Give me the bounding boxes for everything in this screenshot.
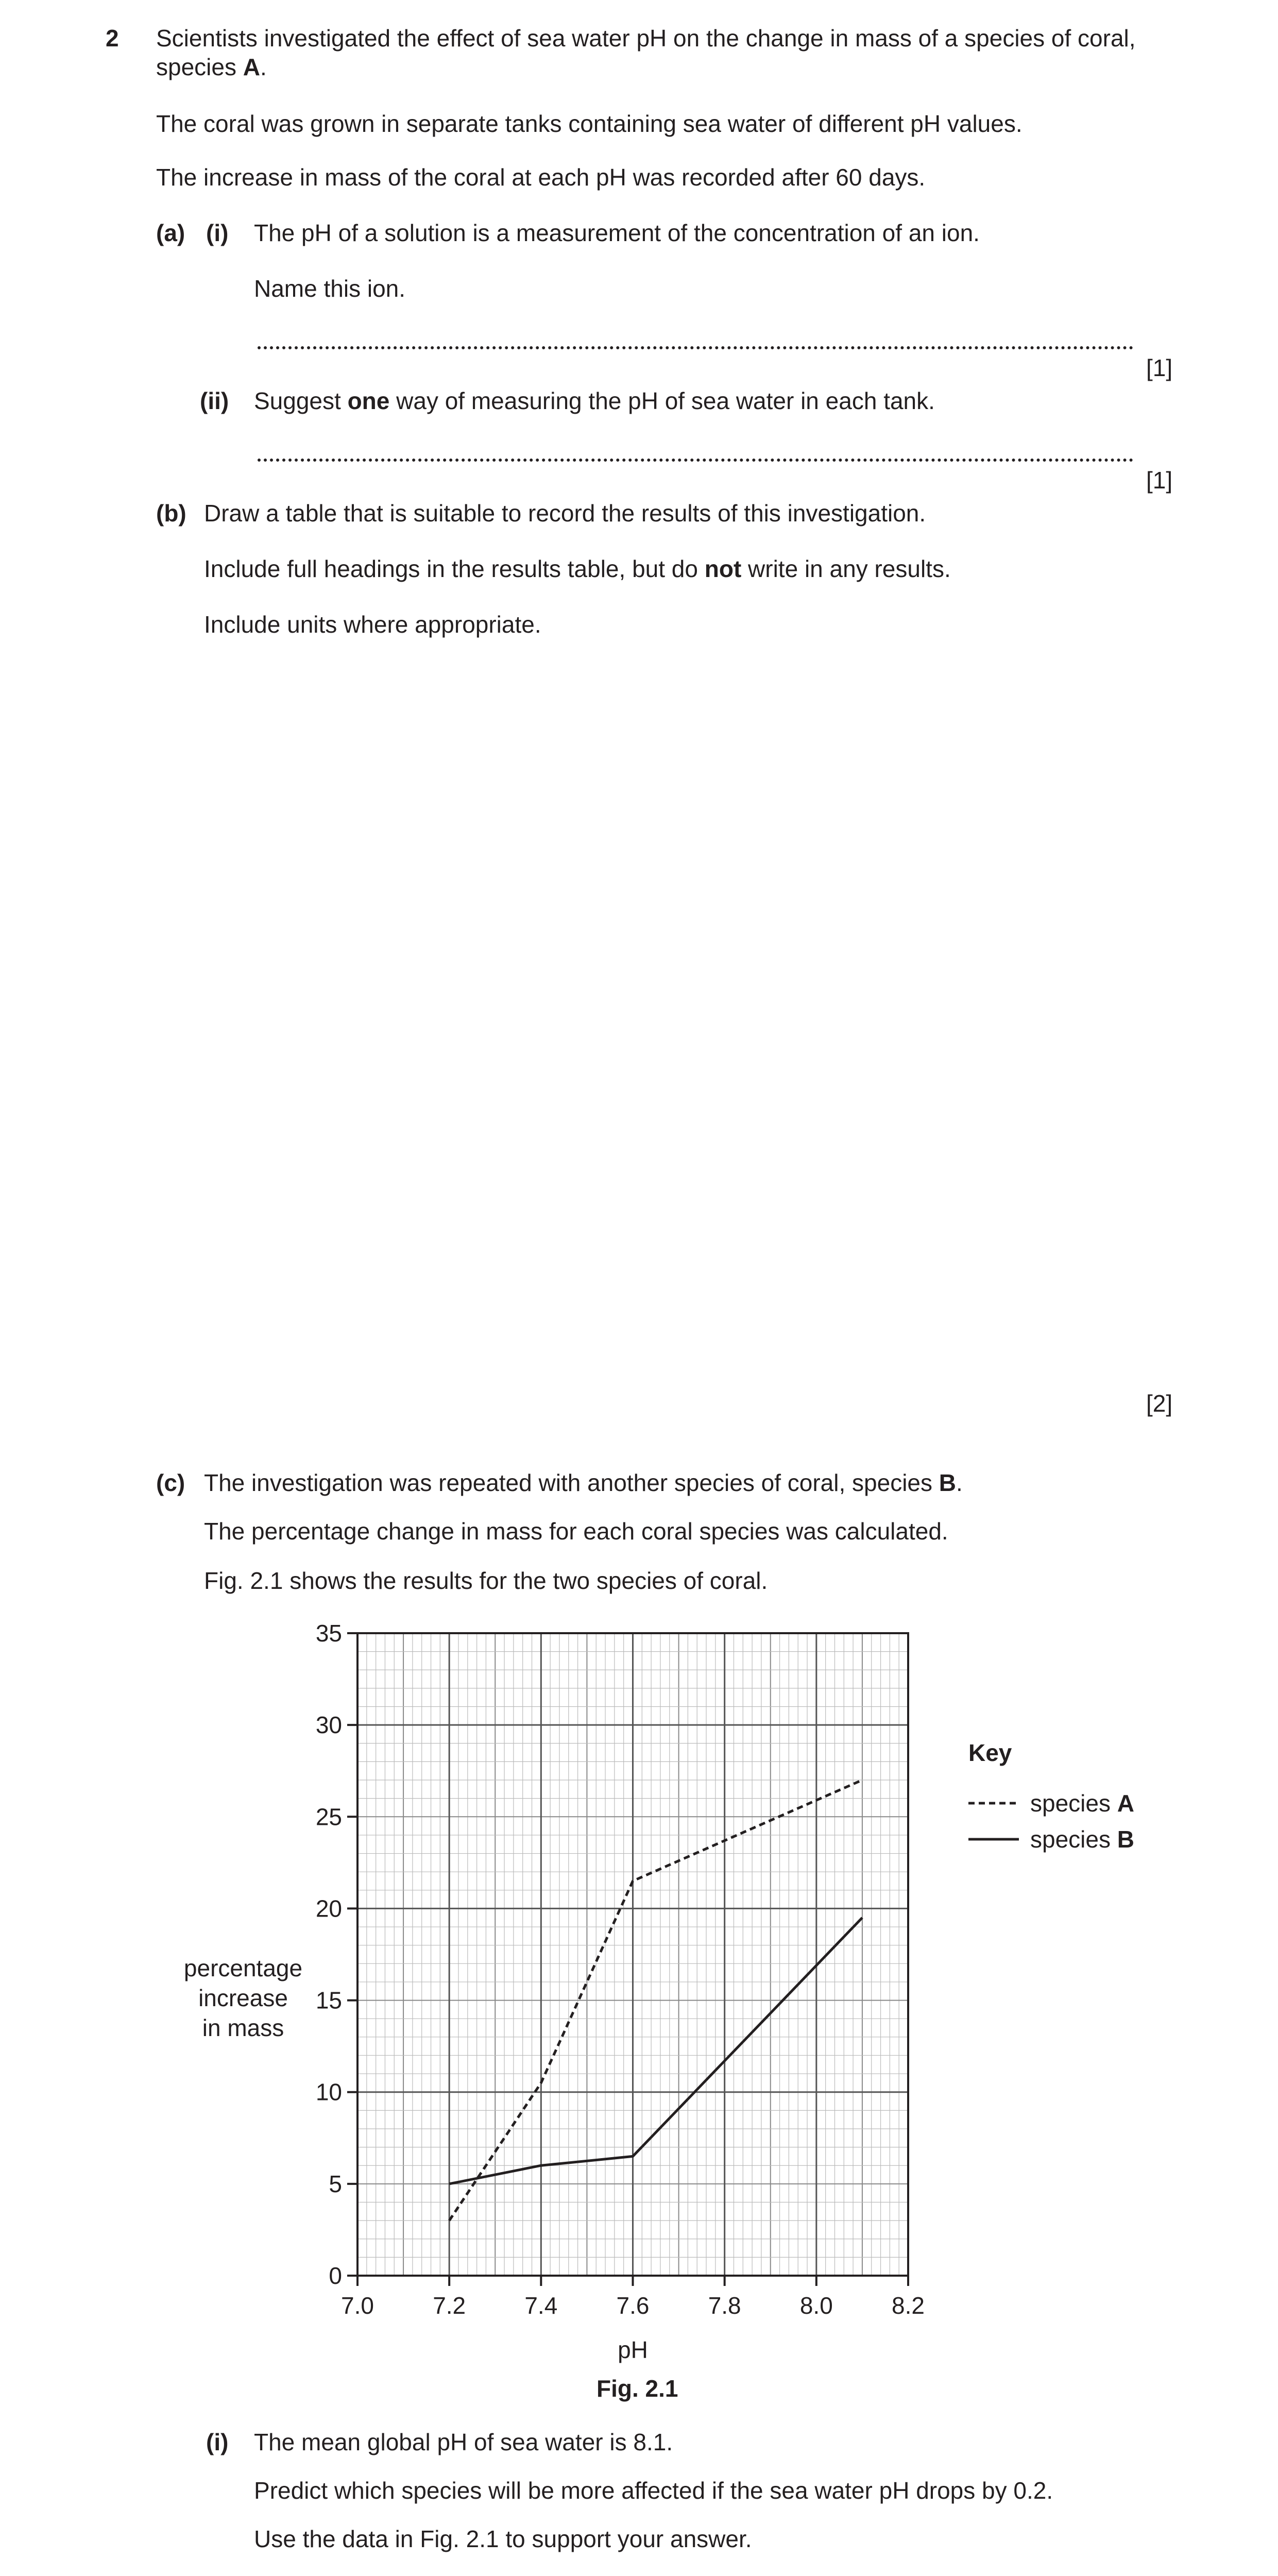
part-c-i-text-2: Predict which species will be more affected if the sea water pH drops by 0.2. <box>254 2477 1053 2504</box>
y-tick-label: 5 <box>329 2170 342 2197</box>
part-c-label: (c) <box>156 1469 185 1496</box>
species-a-bold: A <box>243 54 260 80</box>
intro-text-1-end: . <box>260 54 267 80</box>
legend-label-species-a: species A <box>1030 1790 1134 1817</box>
x-tick-label: 7.6 <box>616 2292 650 2319</box>
y-tick-label: 10 <box>315 2078 342 2106</box>
part-b-text-2-pre: Include full headings in the results table, but do <box>204 555 705 582</box>
x-tick-label: 7.0 <box>341 2292 374 2319</box>
part-a-i-text-1: The pH of a solution is a measurement of the concentration of an ion. <box>254 219 980 246</box>
chart-y-axis-label <box>184 1955 302 2041</box>
species-b-bold: B <box>939 1469 957 1496</box>
y-tick-label: 35 <box>315 1620 342 1647</box>
x-tick-label: 8.0 <box>799 2292 833 2319</box>
part-a-ii-text-post: way of measuring the pH of sea water in each tank. <box>389 387 935 414</box>
mark-b: [2] <box>1146 1390 1173 1417</box>
part-c-text-1-pre: The investigation was repeated with another species of coral, species <box>204 1469 939 1496</box>
part-b-bold-not: not <box>704 555 742 582</box>
part-c-i-text-3: Use the data in Fig. 2.1 to support your answer. <box>254 2526 752 2552</box>
x-tick-label: 7.2 <box>433 2292 466 2319</box>
y-axis-label-line: increase <box>198 1985 288 2011</box>
y-tick-label: 20 <box>315 1895 342 1922</box>
legend-title: Key <box>968 1739 1012 1766</box>
intro-line-3: The increase in mass of the coral at each pH was recorded after 60 days. <box>156 164 926 191</box>
part-c-text-3: Fig. 2.1 shows the results for the two species of coral. <box>204 1567 768 1594</box>
part-a-ii-label: (ii) <box>200 387 229 414</box>
part-b-text-2-post: write in any results. <box>741 555 951 582</box>
y-tick-label: 15 <box>315 1987 342 2014</box>
part-a-label: (a) <box>156 219 185 246</box>
y-axis-label-line: percentage <box>183 1955 303 1981</box>
chart-x-axis-label: pH <box>618 2336 648 2363</box>
x-tick-label: 7.4 <box>524 2292 558 2319</box>
part-b-label: (b) <box>156 500 186 527</box>
chart-x-ticks <box>341 2276 925 2319</box>
mark-a-ii: [1] <box>1146 467 1173 494</box>
part-a-i-text-2: Name this ion. <box>254 275 406 302</box>
y-axis-label-line: in mass <box>202 2014 284 2041</box>
mark-a-i: [1] <box>1146 354 1173 381</box>
part-c-text-1-end: . <box>956 1469 963 1496</box>
part-b-text-3: Include units where appropriate. <box>204 611 541 638</box>
part-a-ii-bold: one <box>347 387 390 414</box>
x-tick-label: 8.2 <box>892 2292 925 2319</box>
figure-caption: Fig. 2.1 <box>597 2375 678 2402</box>
question-number: 2 <box>106 25 119 52</box>
chart-y-ticks <box>316 1620 357 2289</box>
y-tick-label: 30 <box>315 1711 342 1739</box>
intro-line-2: The coral was grown in separate tanks containing sea water of different pH values. <box>156 110 1023 137</box>
intro-text-1b: species <box>156 54 243 80</box>
y-tick-label: 25 <box>315 1803 342 1831</box>
part-a-i-label: (i) <box>206 219 229 246</box>
part-b-text-1: Draw a table that is suitable to record the results of this investigation. <box>204 500 926 527</box>
part-c-i-text-1: The mean global pH of sea water is 8.1. <box>254 2429 673 2455</box>
x-tick-label: 7.8 <box>708 2292 741 2319</box>
chart-legend <box>968 1739 1134 1853</box>
part-a-ii-text-pre: Suggest <box>254 387 348 414</box>
y-tick-label: 0 <box>329 2262 342 2289</box>
part-c-text-2: The percentage change in mass for each coral species was calculated. <box>204 1518 948 1545</box>
series-line-species-b <box>449 1918 862 2184</box>
part-c-i-label: (i) <box>206 2429 229 2455</box>
legend-label-species-b: species B <box>1030 1826 1134 1853</box>
intro-text-1a: Scientists investigated the effect of sea water pH on the change in mass of a species of coral, <box>156 25 1136 52</box>
